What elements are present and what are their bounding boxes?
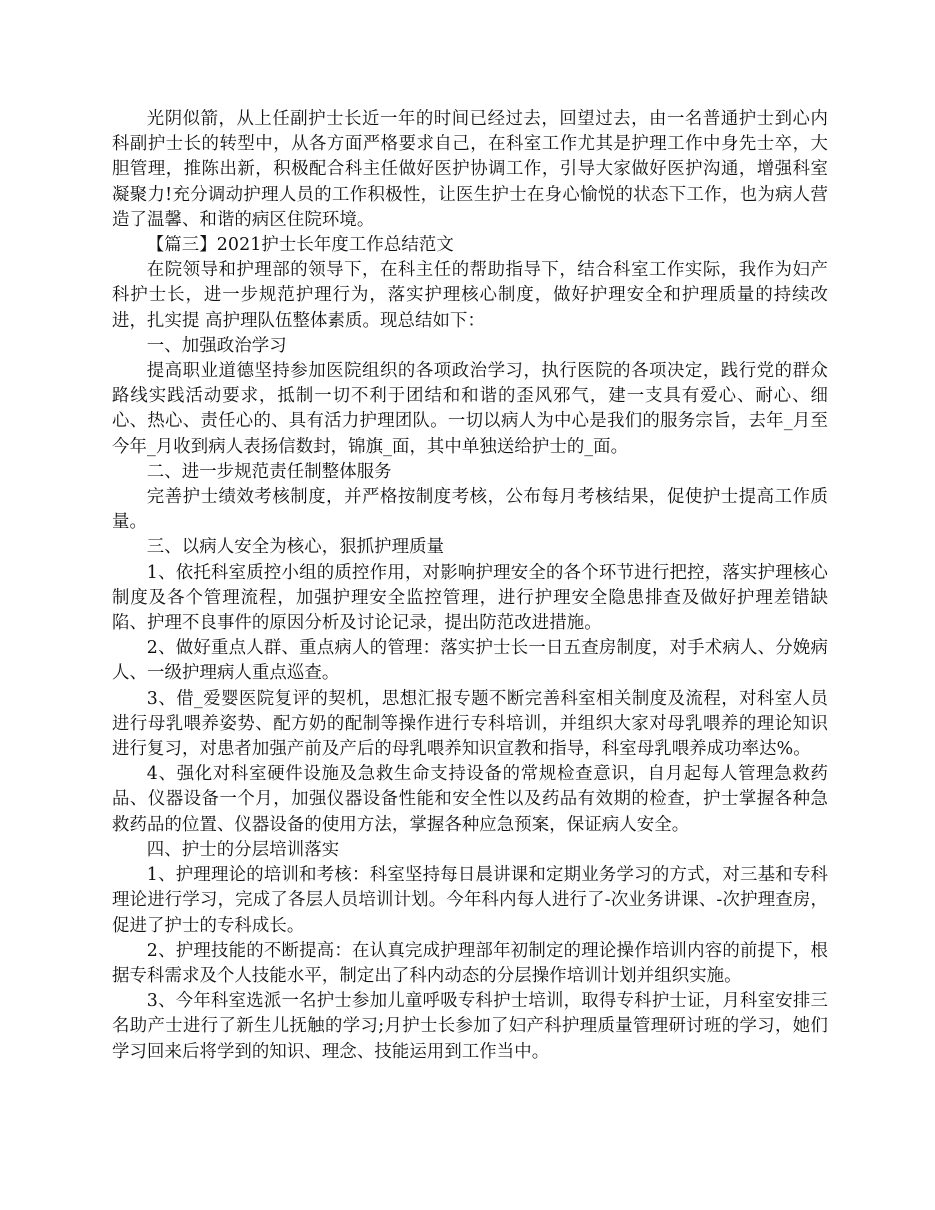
paragraph-responsibility-service: 完善护士绩效考核制度，并严格按制度考核，公布每月考核结果，促使护士提高工作质量。 <box>112 487 828 533</box>
section-title-part-three: 【篇三】2021护士长年度工作总结范文 <box>146 235 454 256</box>
paragraph-safety-item-3: 3、借_爱婴医院复评的契机，思想汇报专题不断完善科室相关制度及流程，对科室人员进行母乳喂养姿势、配方奶的配制等操作进行专科培训，并组织大家对母乳喂养的理论知识进行复习，对患者加强产前及产后的母乳喂养知识宣教和指导，科室母乳喂养成功率达%。 <box>112 688 828 760</box>
heading-layered-training: 四、护士的分层培训落实 <box>146 839 340 860</box>
heading-patient-safety: 三、以病人安全为核心，狠抓护理质量 <box>146 537 445 558</box>
paragraph-training-item-2: 2、护理技能的不断提高：在认真完成护理部年初制定的理论操作培训内容的前提下，根据专科需求及个人技能水平，制定出了科内动态的分层操作培训计划并组织实施。 <box>112 940 828 986</box>
paragraph-intro: 光阴似箭，从上任副护士长近一年的时间已经过去，回望过去，由一名普通护士到心内科副护士长的转型中，从各方面严格要求自己，在科室工作尤其是护理工作中身先士卒，大胆管理，推陈出新，积极配合科主任做好医护协调工作，引导大家做好医护沟通，增强科室凝聚力!充分调动护理人员的工作积极性，让医生护士在身心愉悦的状态下工作，也为病人营造了温馨、和谐的病区住院环境。 <box>112 109 828 230</box>
heading-responsibility-service: 二、进一步规范责任制整体服务 <box>146 461 392 482</box>
paragraph-opening: 在院领导和护理部的领导下，在科主任的帮助指导下，结合科室工作实际，我作为妇产科护士长，进一步规范护理行为，落实护理核心制度，做好护理安全和护理质量的持续改进，扎实提 高护理队伍整体素质。现总结如下： <box>112 260 828 331</box>
paragraph-safety-item-1: 1、依托科室质控小组的质控作用，对影响护理安全的各个环节进行把控，落实护理核心制度及各个管理流程，加强护理安全监控管理，进行护理安全隐患排查及做好护理差错缺陷、护理不良事件的原因分析及讨论记录，提出防范改进措施。 <box>112 562 828 634</box>
paragraph-safety-item-2: 2、做好重点人群、重点病人的管理：落实护士长一日五查房制度，对手术病人、分娩病人、一级护理病人重点巡查。 <box>112 638 828 684</box>
paragraph-training-item-3: 3、今年科室选派一名护士参加儿童呼吸专科护士培训，取得专科护士证，月科室安排三名助产士进行了新生儿抚触的学习;月护士长参加了妇产科护理质量管理研讨班的学习，她们学习回来后将学到的知识、理念、技能运用到工作当中。 <box>112 991 828 1062</box>
heading-political-study: 一、加强政治学习 <box>146 335 287 356</box>
document-page <box>112 107 828 1065</box>
paragraph-training-item-1: 1、护理理论的培训和考核：科室坚持每日晨讲课和定期业务学习的方式，对三基和专科理论进行学习，完成了各层人员培训计划。今年科内每人进行了-次业务讲课、-次护理查房，促进了护士的专科成长。 <box>112 865 828 936</box>
paragraph-political-study: 提高职业道德坚持参加医院组织的各项政治学习，执行医院的各项决定，践行党的群众路线实践活动要求，抵制一切不利于团结和和谐的歪风邪气，建一支具有爱心、耐心、细心、热心、责任心的、具有活力护理团队。一切以病人为中心是我们的服务宗旨，去年_月至今年_月收到病人表扬信数封，锦旗_面，其中单独送给护士的_面。 <box>112 361 828 457</box>
paragraph-safety-item-4: 4、强化对科室硬件设施及急救生命支持设备的常规检查意识，自月起每人管理急救药品、仪器设备一个月，加强仪器设备性能和安全性以及药品有效期的检查，护士掌握各种急救药品的位置、仪器设备的使用方法，掌握各种应急预案，保证病人安全。 <box>112 764 828 835</box>
